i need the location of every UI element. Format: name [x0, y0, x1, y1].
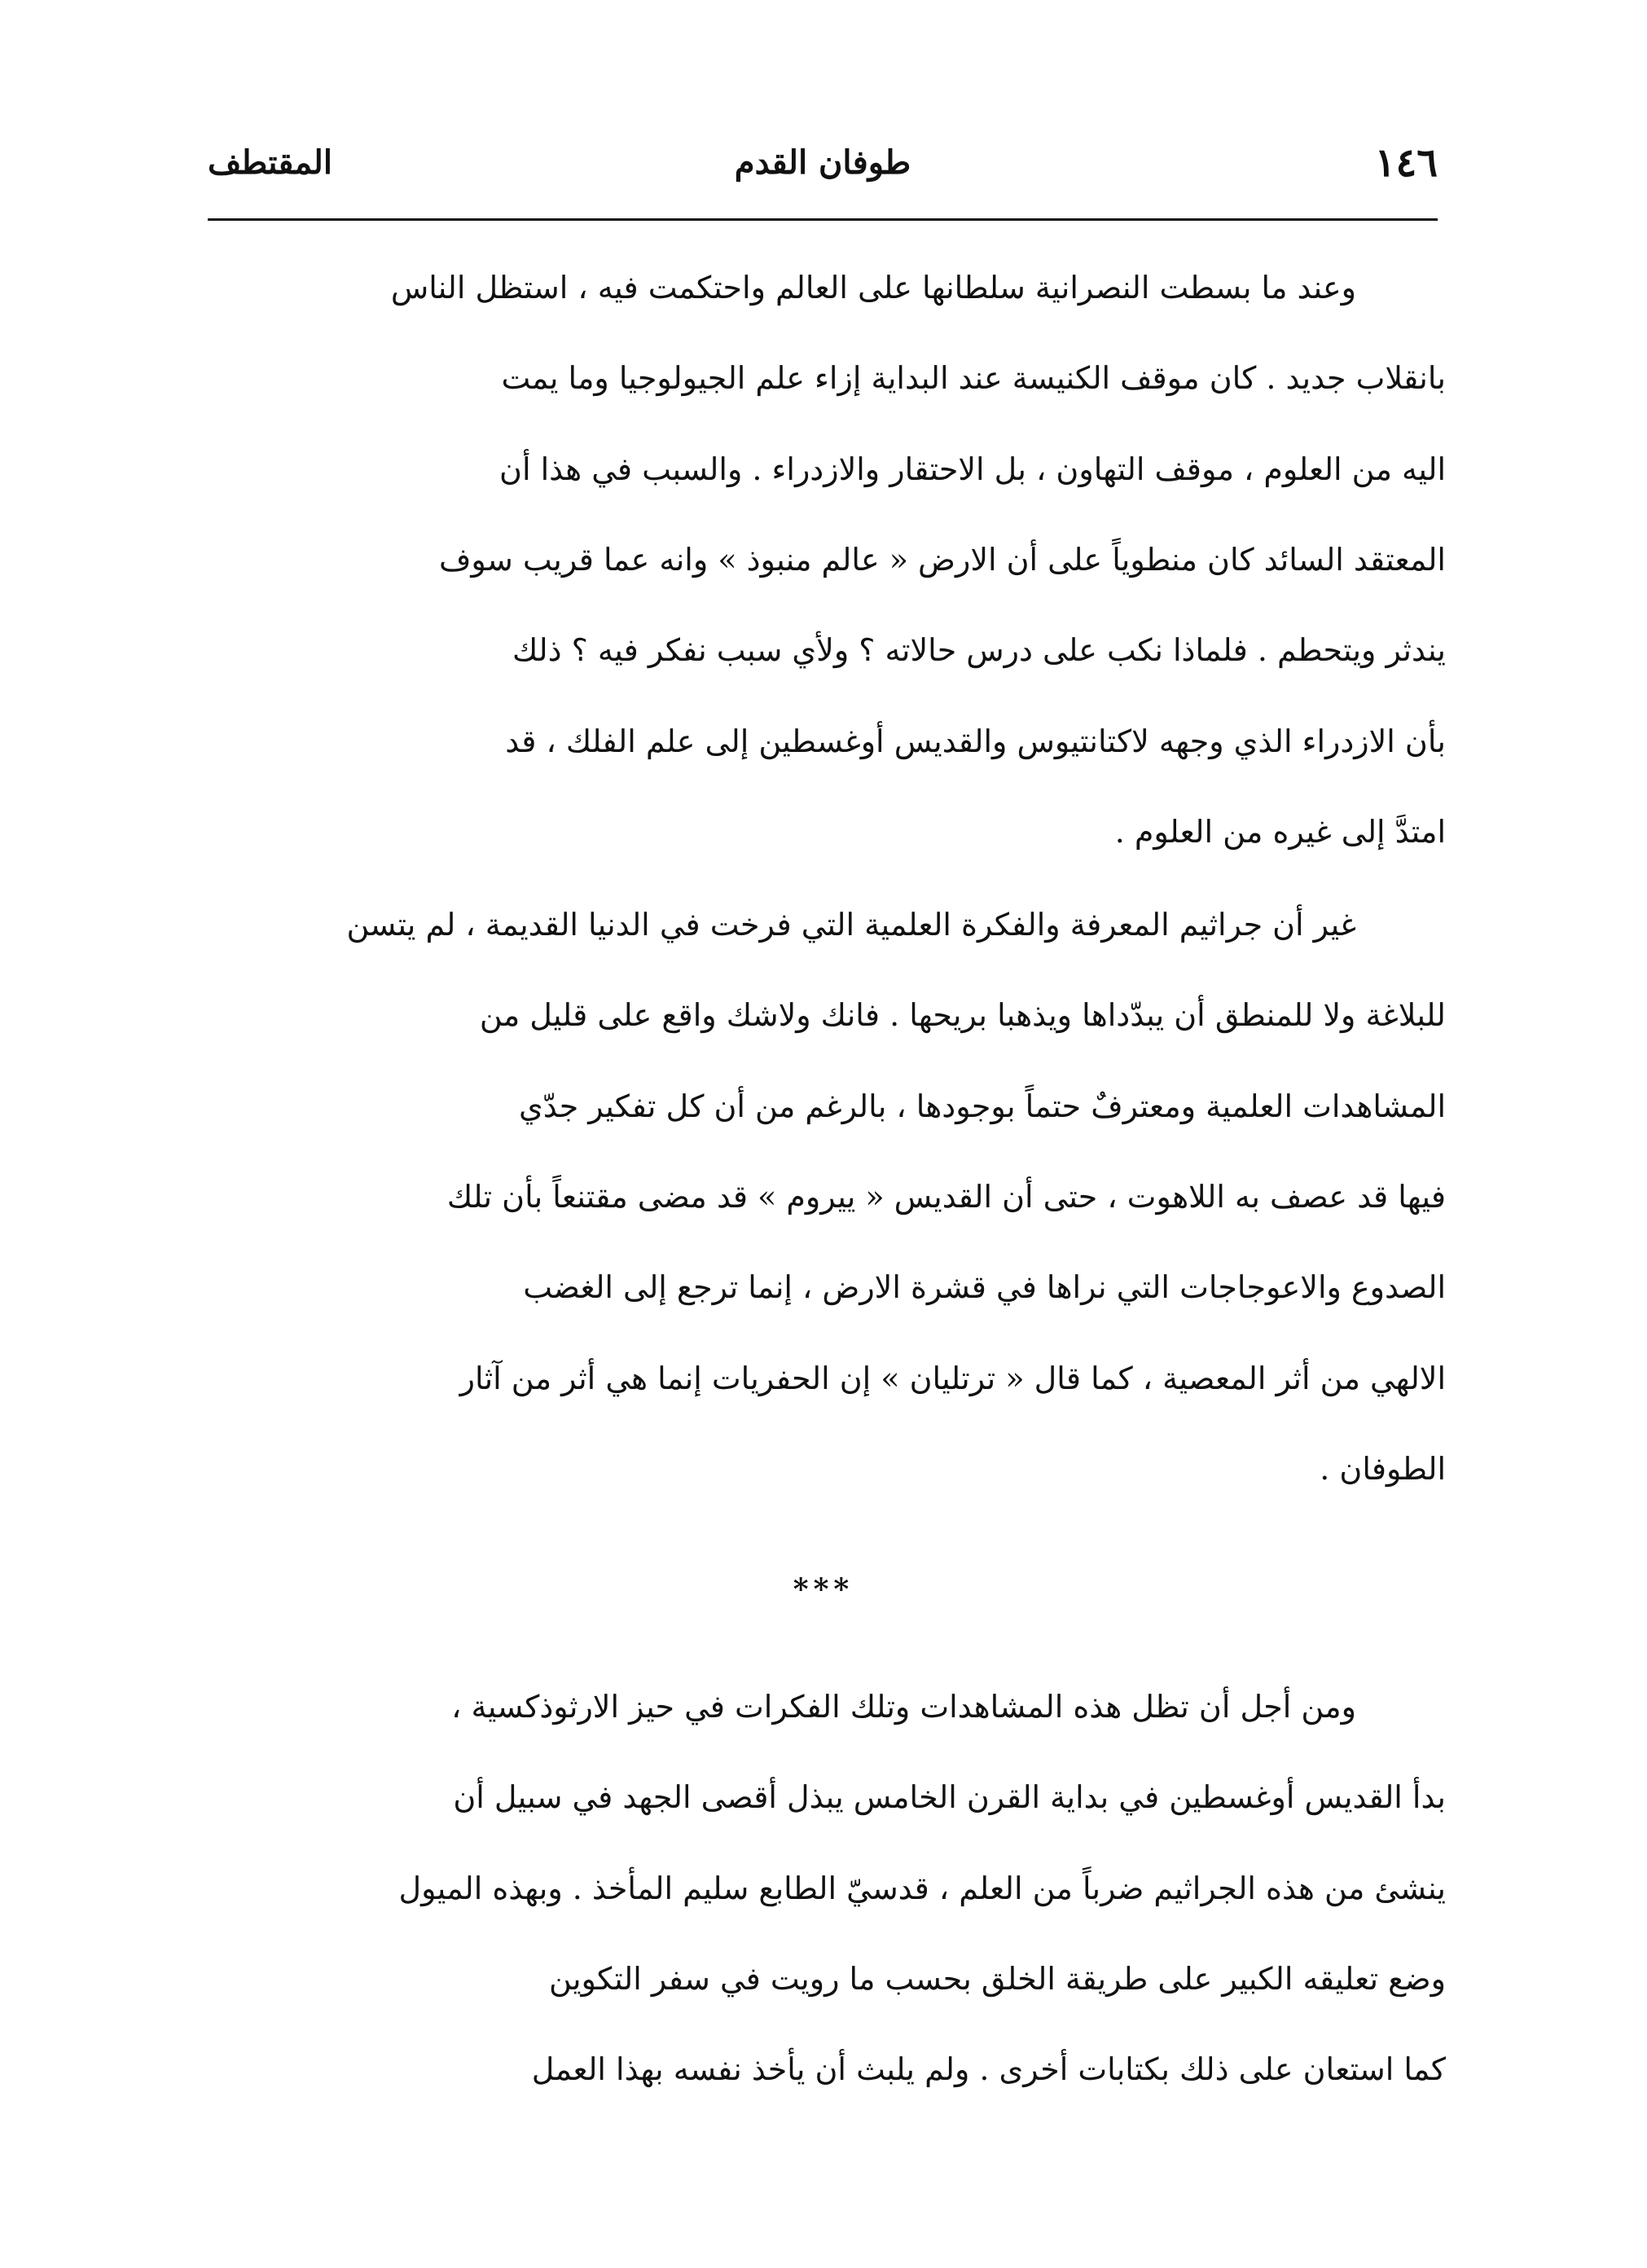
text-line: كما استعان على ذلك بكتابات أخرى . ولم يلبث أن يأخذ نفسه بهذا العمل — [531, 2051, 1446, 2088]
text-line: فيها قد عصف به اللاهوت ، حتى أن القديس « ييروم » قد مضى مقتنعاً بأن تلك — [446, 1178, 1446, 1215]
section-separator: *** — [793, 1572, 854, 1606]
text-line: بأن الازدراء الذي وجهه لاكتانتيوس والقديس أوغسطين إلى علم الفلك ، قد — [505, 723, 1446, 759]
journal-name: المقتطف — [208, 143, 332, 182]
text-line: بانقلاب جديد . كان موقف الكنيسة عند البداية إزاء علم الجيولوجيا وما يمت — [501, 360, 1446, 397]
text-line: غير أن جراثيم المعرفة والفكرة العلمية التي فرخت في الدنيا القديمة ، لم يتسن — [346, 907, 1356, 943]
paragraph-1 — [200, 243, 1446, 877]
text-line: وعند ما بسطت النصرانية سلطانها على العالم واحتكمت فيه ، استظل الناس — [390, 270, 1356, 305]
text-line: الصدوع والاعوجاجات التي نراها في قشرة الارض ، إنما ترجع إلى الغضب — [523, 1269, 1446, 1306]
text-line: للبلاغة ولا للمنطق أن يبدّداها ويذهبا بريحها . فانك ولاشك واقع على قليل من — [479, 997, 1446, 1034]
page-number: ١٤٦ — [1374, 140, 1438, 186]
text-line: المعتقد السائد كان منطوياً على أن الارض « عالم منبوذ » وانه عما قريب سوف — [438, 541, 1446, 578]
text-line: يندثر ويتحطم . فلماذا نكب على درس حالاته ؟ ولأي سبب نفكر فيه ؟ ذلك — [512, 632, 1446, 669]
text-line: بدأ القديس أوغسطين في بداية القرن الخامس يبذل أقصى الجهد في سبيل أن — [453, 1779, 1446, 1816]
text-line: امتدَّ إلى غيره من العلوم . — [1114, 813, 1446, 850]
text-line: ومن أجل أن تظل هذه المشاهدات وتلك الفكرات في حيز الارثوذكسية ، — [451, 1689, 1356, 1725]
running-head — [208, 130, 1438, 196]
paragraph-2 — [200, 880, 1446, 1514]
paragraph-3 — [200, 1662, 1446, 2116]
text-line: وضع تعليقه الكبير على طريقة الخلق بحسب ما رويت في سفر التكوين — [549, 1960, 1446, 1997]
text-line: المشاهدات العلمية ومعترفٌ حتماً بوجودها ، بالرغم من أن كل تفكير جدّي — [519, 1088, 1446, 1124]
text-line: الطوفان . — [1320, 1450, 1446, 1487]
text-line: اليه من العلوم ، موقف التهاون ، بل الاحتقار والازدراء . والسبب في هذا أن — [499, 451, 1446, 487]
text-line: ينشئ من هذه الجراثيم ضرباً من العلم ، قدسيّ الطابع سليم المأخذ . وبهذه الميول — [398, 1870, 1446, 1906]
header-rule — [208, 218, 1438, 221]
text-line: الالهي من أثر المعصية ، كما قال « ترتليان » إن الحفريات إنما هي أثر من آثار — [459, 1360, 1446, 1396]
running-title: طوفان القدم — [734, 143, 911, 182]
